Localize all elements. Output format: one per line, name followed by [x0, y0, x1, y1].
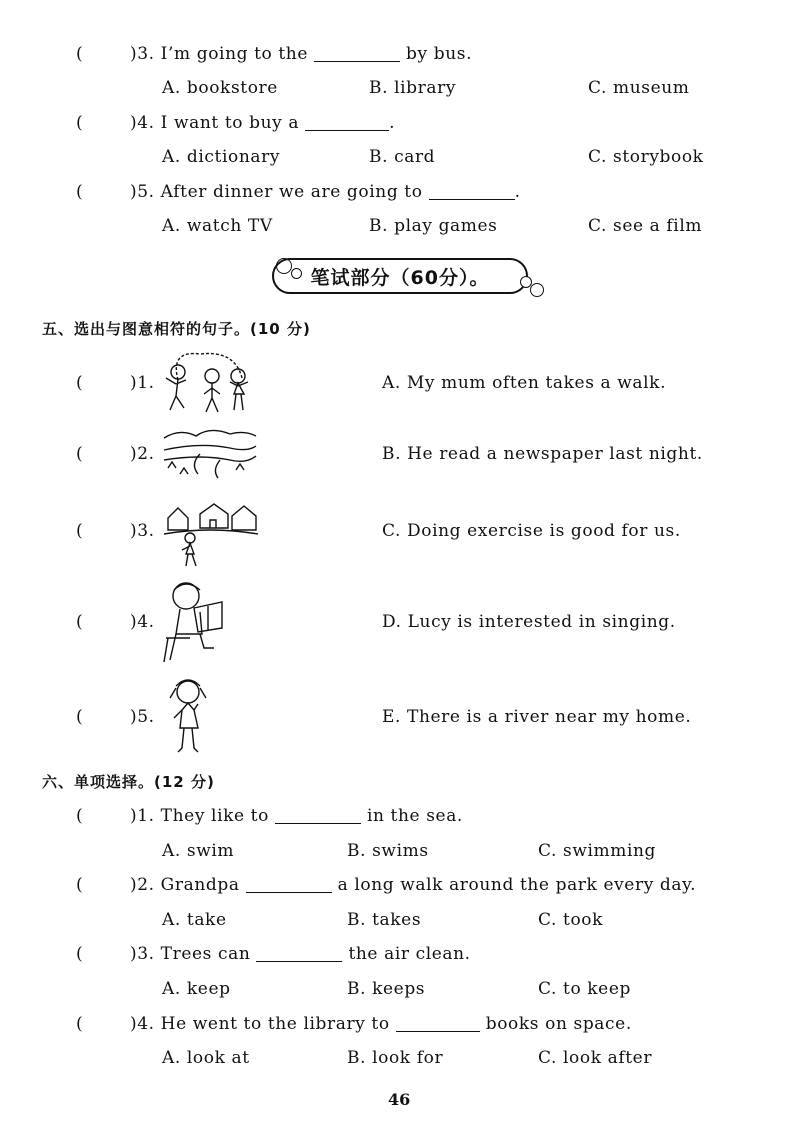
woman-walking-near-houses-picture: [160, 496, 260, 568]
option-b: B. keeps: [347, 979, 426, 999]
answer-paren-open: (: [76, 373, 83, 393]
children-jumping-rope-picture: [160, 350, 255, 416]
answer-blank[interactable]: [314, 44, 400, 62]
option-c: C. look after: [538, 1048, 653, 1068]
option-a: A. look at: [162, 1048, 250, 1068]
option-a: A. swim: [162, 841, 235, 861]
section-heading: 五、选出与图意相符的句子。(10 分): [42, 320, 311, 338]
question-text: )4. He went to the library to books on space.: [130, 1014, 632, 1034]
bubble-decoration: [530, 283, 544, 297]
option-c: C. swimming: [538, 841, 657, 861]
question-text: )1. They like to in the sea.: [130, 806, 463, 826]
option-c: C. museum: [588, 78, 690, 98]
boy-reading-newspaper-picture: [160, 578, 226, 664]
written-section-banner: 笔试部分（60分）。: [272, 258, 528, 294]
answer-paren-open: (: [76, 444, 83, 464]
answer-paren-open: (: [76, 113, 83, 133]
option-a: A. take: [162, 910, 227, 930]
section-heading: 六、单项选择。(12 分): [42, 773, 215, 791]
question-text: )3. Trees can the air clean.: [130, 944, 471, 964]
option-a: A. dictionary: [162, 147, 281, 167]
answer-paren-open: (: [76, 182, 83, 202]
item-number: )4.: [130, 612, 155, 632]
item-number: )5.: [130, 707, 155, 727]
answer-blank[interactable]: [256, 944, 342, 962]
question-text: )4. I want to buy a .: [130, 113, 396, 133]
matching-sentence: B. He read a newspaper last night.: [382, 444, 703, 464]
question-text: )5. After dinner we are going to .: [130, 182, 521, 202]
option-c: C. took: [538, 910, 604, 930]
question-text: )3. I’m going to the by bus.: [130, 44, 473, 64]
option-b: B. card: [369, 147, 436, 167]
item-number: )1.: [130, 373, 155, 393]
girl-singing-picture: [162, 676, 216, 758]
option-a: A. keep: [162, 979, 231, 999]
answer-blank[interactable]: [246, 875, 332, 893]
option-b: B. swims: [347, 841, 429, 861]
matching-sentence: C. Doing exercise is good for us.: [382, 521, 681, 541]
matching-sentence: E. There is a river near my home.: [382, 707, 692, 727]
answer-paren-open: (: [76, 707, 83, 727]
river-landscape-picture: [160, 424, 260, 482]
answer-blank[interactable]: [429, 182, 515, 200]
answer-paren-open: (: [76, 944, 83, 964]
option-b: B. library: [369, 78, 457, 98]
answer-paren-open: (: [76, 875, 83, 895]
question-text: )2. Grandpa a long walk around the park every day.: [130, 875, 697, 895]
option-c: C. to keep: [538, 979, 631, 999]
answer-blank[interactable]: [275, 806, 361, 824]
option-c: C. storybook: [588, 147, 704, 167]
option-a: A. watch TV: [162, 216, 273, 236]
answer-blank[interactable]: [396, 1014, 480, 1032]
option-a: A. bookstore: [162, 78, 278, 98]
answer-paren-open: (: [76, 44, 83, 64]
item-number: )2.: [130, 444, 155, 464]
answer-paren-open: (: [76, 521, 83, 541]
answer-paren-open: (: [76, 806, 83, 826]
item-number: )3.: [130, 521, 155, 541]
answer-paren-open: (: [76, 1014, 83, 1034]
option-c: C. see a film: [588, 216, 703, 236]
answer-paren-open: (: [76, 612, 83, 632]
option-b: B. play games: [369, 216, 498, 236]
page-number: 46: [388, 1090, 411, 1109]
answer-blank[interactable]: [305, 113, 389, 131]
option-b: B. look for: [347, 1048, 444, 1068]
option-b: B. takes: [347, 910, 422, 930]
matching-sentence: D. Lucy is interested in singing.: [382, 612, 676, 632]
matching-sentence: A. My mum often takes a walk.: [382, 373, 667, 393]
